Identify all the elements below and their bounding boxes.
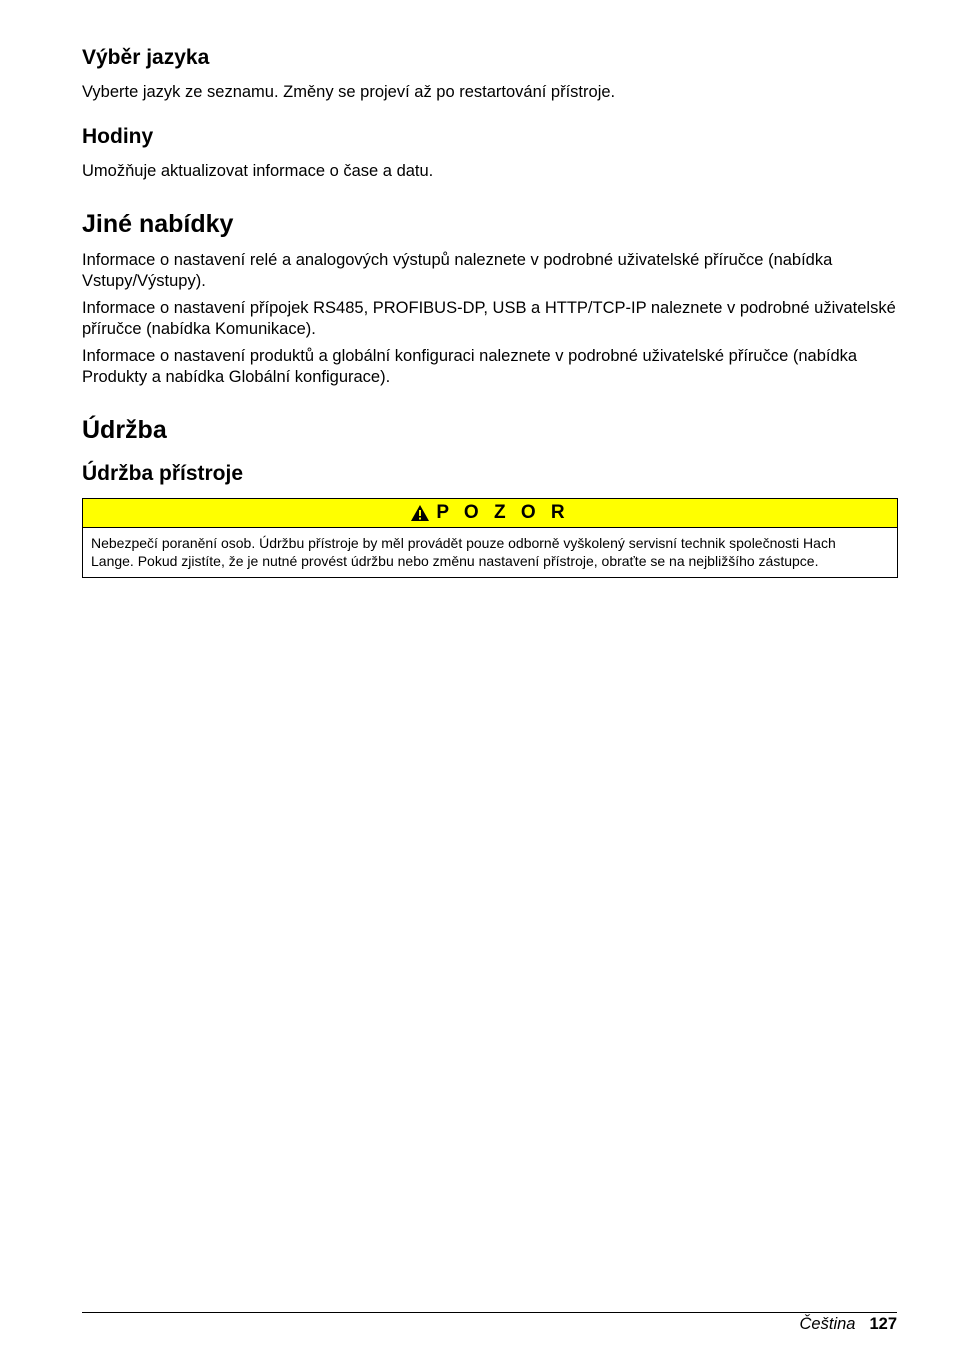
heading-other-menus: Jiné nabídky	[82, 210, 234, 238]
other-menus-paragraph-1: Informace o nastavení relé a analogových výstupů naleznete v podrobné uživatelské příručce (nabídka Vstupy/Výstupy).	[82, 251, 833, 290]
language-text: Vyberte jazyk ze seznamu. Změny se projeví až po restartování přístroje.	[82, 83, 616, 101]
page-footer	[800, 1312, 897, 1334]
heading-device-maintenance: Údržba přístroje	[82, 462, 244, 485]
clock-text: Umožňuje aktualizovat informace o čase a datu.	[82, 162, 434, 180]
page-content	[82, 44, 897, 578]
heading-clock: Hodiny	[82, 125, 154, 148]
caution-box	[82, 498, 898, 578]
caution-title: P O Z O R	[436, 502, 570, 523]
caution-header	[83, 499, 897, 528]
other-menus-paragraph-2: Informace o nastavení přípojek RS485, PROFIBUS-DP, USB a HTTP/TCP-IP naleznete v podrobné uživatelské příručce (nabídka Komunikace).	[82, 299, 896, 338]
page-number: 127	[869, 1315, 897, 1333]
caution-text: Nebezpečí poranění osob. Údržbu přístroje by měl provádět pouze odborně vyškolený servisní technik společnosti Hach Lange. Pokud zjistíte, že je nutné provést údržbu nebo změnu nastavení přístroje, obraťte se na nejbližšího zástupce.	[91, 535, 836, 569]
heading-language: Výběr jazyka	[82, 46, 210, 69]
warning-triangle-icon	[410, 504, 430, 522]
other-menus-paragraph-3: Informace o nastavení produktů a globální konfiguraci naleznete v podrobné uživatelské příručce (nabídka Produkty a nabídka Globální konfigurace).	[82, 347, 858, 386]
footer-language: Čeština	[799, 1315, 856, 1333]
heading-maintenance: Údržba	[82, 416, 167, 444]
footer-divider	[82, 1312, 897, 1313]
